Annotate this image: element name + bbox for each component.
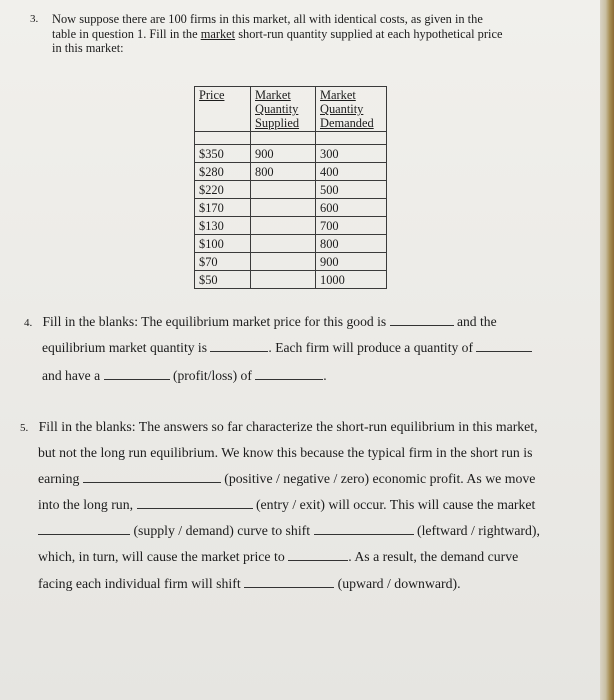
question-5-line-4	[38, 497, 535, 513]
price-cell: $220	[195, 181, 251, 199]
q5-text: but not the long run equilibrium. We know this because the typical firm in the short run is	[38, 445, 533, 460]
answer-blank[interactable]	[244, 576, 334, 588]
question-5-line-7	[38, 576, 461, 592]
header-spacer-row	[195, 132, 387, 145]
q4-text: .	[323, 368, 327, 383]
table-row	[195, 217, 387, 235]
question-3-line-1: Now suppose there are 100 firms in this market, all with identical costs, as given in the	[52, 12, 483, 26]
question-4-line-3	[42, 368, 327, 384]
q5-text: earning	[38, 471, 80, 486]
supplied-cell[interactable]	[251, 199, 316, 217]
answer-blank[interactable]	[314, 523, 414, 535]
question-5-line-1	[20, 419, 538, 435]
question-3-number: 3.	[30, 13, 39, 25]
price-cell: $130	[195, 217, 251, 235]
table-row	[195, 235, 387, 253]
table-header-row	[195, 87, 387, 132]
table-row	[195, 145, 387, 163]
supplied-cell[interactable]	[251, 217, 316, 235]
q4-text: . Each firm will produce a quantity of	[268, 340, 473, 355]
question-3	[30, 12, 570, 56]
question-3-text	[52, 12, 570, 56]
q5-text: (positive / negative / zero) economic profit. As we move	[224, 471, 536, 486]
demanded-cell: 600	[316, 199, 387, 217]
header-quantity-supplied: Market Quantity Supplied	[251, 87, 316, 132]
answer-blank[interactable]	[104, 368, 170, 380]
supplied-cell[interactable]	[251, 181, 316, 199]
table-row	[195, 181, 387, 199]
q3-underlined-market: market	[200, 26, 236, 41]
demanded-cell: 1000	[316, 271, 387, 289]
demanded-cell: 300	[316, 145, 387, 163]
q4-text: Fill in the blanks: The equilibrium market price for this good is	[42, 314, 387, 329]
answer-blank[interactable]	[38, 523, 130, 535]
header-quantity-demanded: Market Quantity Demanded	[316, 87, 387, 132]
q3-line2-part-b: short-run quantity supplied at each hypothetical price	[235, 26, 503, 41]
answer-blank[interactable]	[288, 549, 348, 561]
binder-edge	[600, 0, 614, 700]
question-3-line-3: in this market:	[52, 41, 124, 56]
supplied-cell[interactable]	[251, 235, 316, 253]
question-4-line-1	[24, 314, 497, 330]
price-cell: $50	[195, 271, 251, 289]
q5-text: (entry / exit) will occur. This will cause the market	[255, 497, 536, 512]
question-3-line-2	[52, 27, 570, 42]
question-5-number: 5.	[20, 422, 29, 434]
q3-line2-part-a: table in question 1. Fill in the	[52, 26, 201, 41]
demanded-cell: 700	[316, 217, 387, 235]
price-cell: $100	[195, 235, 251, 253]
q5-text: into the long run,	[38, 497, 134, 512]
q5-text: (supply / demand) curve to shift	[133, 523, 311, 538]
answer-blank[interactable]	[137, 497, 253, 509]
question-4-number: 4.	[24, 317, 33, 329]
answer-blank[interactable]	[476, 340, 532, 352]
question-5-line-5	[38, 523, 540, 539]
price-cell: $70	[195, 253, 251, 271]
question-5-line-2	[38, 445, 532, 461]
demanded-cell: 500	[316, 181, 387, 199]
supplied-cell[interactable]	[251, 271, 316, 289]
price-cell: $170	[195, 199, 251, 217]
answer-blank[interactable]	[210, 340, 268, 352]
table-row	[195, 271, 387, 289]
q5-text: Fill in the blanks: The answers so far characterize the short-run equilibrium in this market,	[38, 419, 538, 434]
table-row	[195, 163, 387, 181]
question-4-line-2	[42, 340, 532, 356]
q5-text: (upward / downward).	[337, 576, 461, 591]
demanded-cell: 900	[316, 253, 387, 271]
price-cell: $350	[195, 145, 251, 163]
supplied-cell[interactable]	[251, 253, 316, 271]
q5-text: facing each individual firm will shift	[38, 576, 241, 591]
q5-text: . As a result, the demand curve	[348, 549, 519, 564]
q4-text: equilibrium market quantity is	[42, 340, 207, 355]
q4-text: and have a	[42, 368, 101, 383]
q4-text: and the	[456, 314, 497, 329]
market-table	[194, 86, 387, 289]
demanded-cell: 800	[316, 235, 387, 253]
q5-text: (leftward / rightward),	[417, 523, 540, 538]
q4-text: (profit/loss) of	[172, 368, 252, 383]
price-cell: $280	[195, 163, 251, 181]
q5-text: which, in turn, will cause the market price to	[38, 549, 285, 564]
question-5-line-3	[38, 471, 535, 487]
table-row	[195, 253, 387, 271]
answer-blank[interactable]	[255, 368, 323, 380]
question-5-line-6	[38, 549, 518, 565]
header-price: Price	[195, 87, 251, 132]
demanded-cell: 400	[316, 163, 387, 181]
answer-blank[interactable]	[390, 314, 454, 326]
table-row	[195, 199, 387, 217]
supplied-cell[interactable]: 800	[251, 163, 316, 181]
answer-blank[interactable]	[83, 471, 221, 483]
supplied-cell[interactable]: 900	[251, 145, 316, 163]
